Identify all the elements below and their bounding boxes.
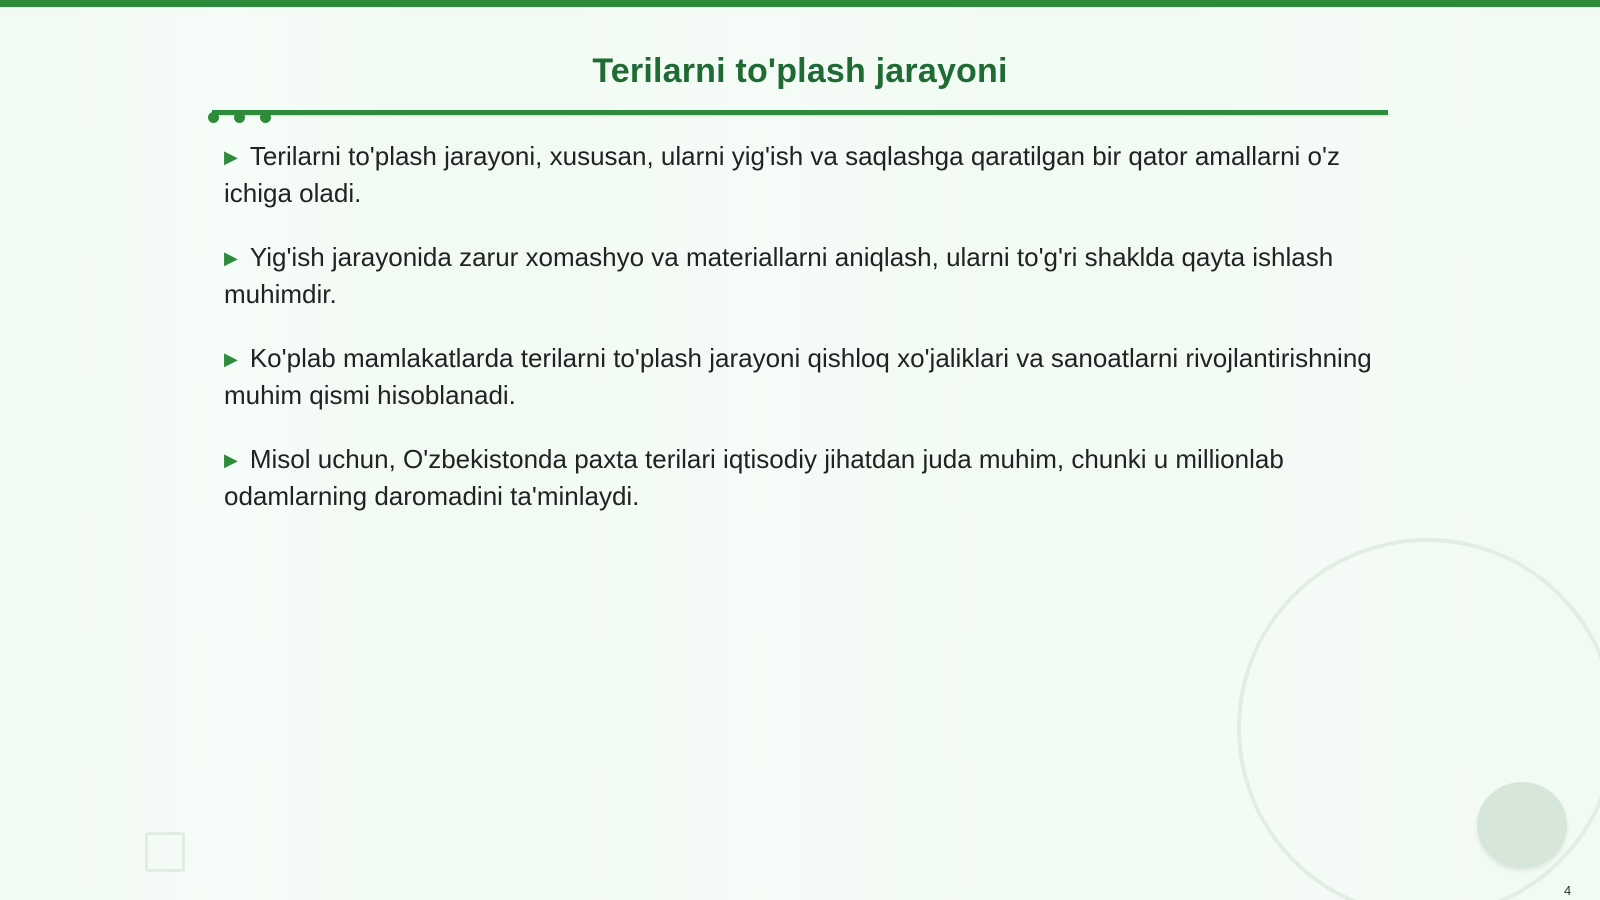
slide-title: Terilarni to'plash jarayoni: [592, 52, 1008, 90]
decorative-circle: [1477, 782, 1567, 868]
bullet-arrow-icon: ▶: [224, 147, 238, 167]
page-number: 4: [1564, 883, 1572, 898]
decorative-square: [145, 832, 185, 872]
title-underline: [212, 110, 1388, 115]
bullet-arrow-icon: ▶: [224, 248, 238, 268]
bullet-text: Misol uchun, O'zbekistonda paxta terilari iqtisodiy jihatdan juda muhim, chunki u millionlab odamlarning daromadini ta'minlaydi.: [224, 444, 1284, 511]
bullet-text: Yig'ish jarayonida zarur xomashyo va materiallarni aniqlash, ularni to'g'ri shaklda qayta ishlash muhimdir.: [224, 242, 1334, 309]
bullet-item: [224, 340, 1374, 413]
decorative-dot: [260, 112, 271, 123]
bullet-text: Terilarni to'plash jarayoni, xususan, ularni yig'ish va saqlashga qaratilgan bir qator amallarni o'z ichiga oladi.: [224, 141, 1340, 208]
top-accent-bar: [0, 0, 1600, 7]
bullet-item: [224, 239, 1374, 312]
bullet-arrow-icon: ▶: [224, 349, 238, 369]
bullet-text: Ko'plab mamlakatlarda terilarni to'plash jarayoni qishloq xo'jaliklari va sanoatlarni rivojlantirishning muhim qismi hisoblanadi.: [224, 343, 1372, 410]
bullet-item: [224, 138, 1374, 211]
bullet-arrow-icon: ▶: [224, 450, 238, 470]
bullet-list: [224, 138, 1374, 542]
bullet-item: [224, 441, 1374, 514]
decorative-dot: [234, 112, 245, 123]
decorative-dot: [208, 112, 219, 123]
